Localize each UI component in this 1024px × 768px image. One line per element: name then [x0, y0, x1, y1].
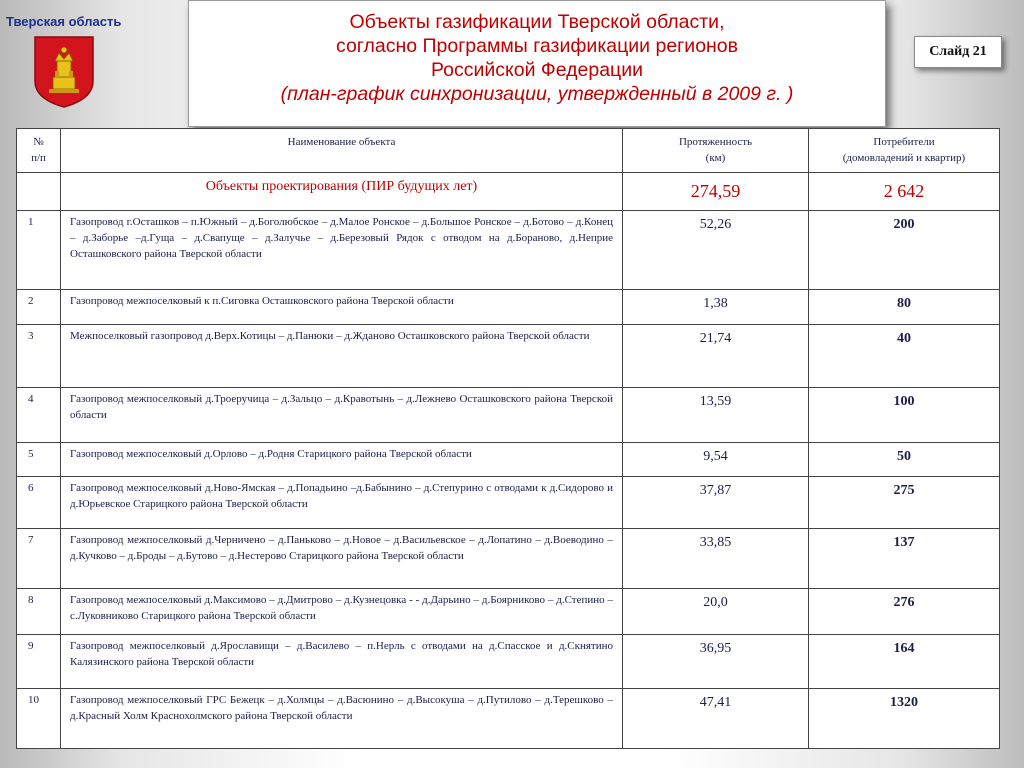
row-consumers: 137 [809, 529, 1000, 589]
table-header-row [17, 129, 1000, 173]
row-consumers: 164 [809, 635, 1000, 689]
row-name: Газопровод г.Осташков – п.Южный – д.Боголюбское – д.Малое Ронское – д.Большое Ронское – д.Ботово – д.Конец – д.Заборье –д.Гуща – д.Свапуще – д.Залучье – д.Березовый Рядок с отводом на д.Бораново, д.Неприе Осташковского района Тверской области [61, 211, 623, 290]
summary-consumers: 2 642 [809, 173, 1000, 211]
row-length: 21,74 [623, 325, 809, 388]
header-consumers-line2: (домовладений и квартир) [842, 152, 966, 164]
row-length: 33,85 [623, 529, 809, 589]
row-consumers: 275 [809, 477, 1000, 529]
header-name [61, 129, 623, 173]
row-name: Газопровод межпоселковый д.Максимово – д.Дмитрово – д.Кузнецовка - - д.Дарьино – д.Боярниково – д.Степино – с.Луковниково Старицкого района Тверской области [61, 589, 623, 635]
row-name: Газопровод межпоселковый ГРС Бежецк – д.Холмцы – д.Васюнино – д.Высокуша – д.Путилово – д.Терешково – д.Красный Холм Краснохолмского района Тверской области [61, 689, 623, 749]
row-consumers: 100 [809, 388, 1000, 443]
summary-length: 274,59 [623, 173, 809, 211]
row-name: Межпоселковый газопровод д.Верх.Котицы – д.Панюки – д.Жданово Осташковского района Тверской области [61, 325, 623, 388]
table-row [17, 635, 1000, 689]
summary-row [17, 173, 1000, 211]
row-length: 37,87 [623, 477, 809, 529]
row-name: Газопровод межпоселковый д.Ново-Ямская – д.Попадьино –д.Бабынино – д.Степурино с отводами к д.Сидорово и д.Юрьевское Старицкого района Тверской области [61, 477, 623, 529]
row-length: 1,38 [623, 290, 809, 325]
coat-of-arms-icon [33, 35, 95, 109]
row-name: Газопровод межпоселковый к п.Сиговка Осташковского района Тверской области [61, 290, 623, 325]
row-num: 5 [17, 443, 61, 477]
table-row [17, 388, 1000, 443]
table-row [17, 211, 1000, 290]
table-row [17, 529, 1000, 589]
region-label: Тверская область [6, 14, 122, 29]
header-name-text: Наименование объекта [287, 136, 396, 148]
summary-num-cell [17, 173, 61, 211]
row-name: Газопровод межпоселковый д.Троеручица – д.Зальцо – д.Кравотынь – д.Лежнево Осташковского района Тверской области [61, 388, 623, 443]
row-num: 2 [17, 290, 61, 325]
table-row [17, 689, 1000, 749]
header-length-line1: Протяженность [678, 136, 753, 148]
header-num [17, 129, 61, 173]
row-consumers: 276 [809, 589, 1000, 635]
table-row [17, 589, 1000, 635]
header-consumers-line1: Потребители [873, 136, 935, 148]
row-num: 4 [17, 388, 61, 443]
table-row [17, 290, 1000, 325]
header-num-line2: п/п [31, 152, 46, 164]
row-name: Газопровод межпоселковый д.Ярославищи – д.Василево – п.Нерль с отводами на д.Спасское и д.Скнятино Калязинского района Тверской области [61, 635, 623, 689]
row-length: 52,26 [623, 211, 809, 290]
row-num: 9 [17, 635, 61, 689]
row-consumers: 80 [809, 290, 1000, 325]
row-length: 13,59 [623, 388, 809, 443]
summary-label: Объекты проектирования (ПИР будущих лет) [61, 173, 623, 211]
title-box [188, 0, 886, 127]
header-length [623, 129, 809, 173]
row-length: 20,0 [623, 589, 809, 635]
title-line-1: Объекты газификации Тверской области, [349, 11, 725, 33]
title-line-2: согласно Программы газификации регионов [335, 35, 739, 57]
row-consumers: 200 [809, 211, 1000, 290]
row-num: 7 [17, 529, 61, 589]
row-name: Газопровод межпоселковый д.Орлово – д.Родня Старицкого района Тверской области [61, 443, 623, 477]
row-num: 1 [17, 211, 61, 290]
header-consumers [809, 129, 1000, 173]
row-name: Газопровод межпоселковый д.Черничено – д.Паньково – д.Новое – д.Васильевское – д.Лопатино – д.Воеводино – д.Кучково – д.Броды – д.Бутово – д.Нестерово Старицкого района Тверской области [61, 529, 623, 589]
row-length: 36,95 [623, 635, 809, 689]
row-consumers: 50 [809, 443, 1000, 477]
title-line-3: Российской Федерации [430, 59, 644, 81]
slide-number-badge: Слайд 21 [914, 36, 1002, 68]
title-subtitle: (план-график синхронизации, утвержденный в 2009 г. ) [280, 83, 794, 105]
gasification-table [16, 128, 1000, 749]
row-num: 10 [17, 689, 61, 749]
header-length-line2: (км) [705, 152, 726, 164]
row-num: 8 [17, 589, 61, 635]
table-row [17, 477, 1000, 529]
table-row [17, 325, 1000, 388]
row-length: 9,54 [623, 443, 809, 477]
row-length: 47,41 [623, 689, 809, 749]
row-num: 6 [17, 477, 61, 529]
table-row [17, 443, 1000, 477]
header-num-line1: № [33, 136, 44, 148]
row-consumers: 40 [809, 325, 1000, 388]
row-num: 3 [17, 325, 61, 388]
row-consumers: 1320 [809, 689, 1000, 749]
